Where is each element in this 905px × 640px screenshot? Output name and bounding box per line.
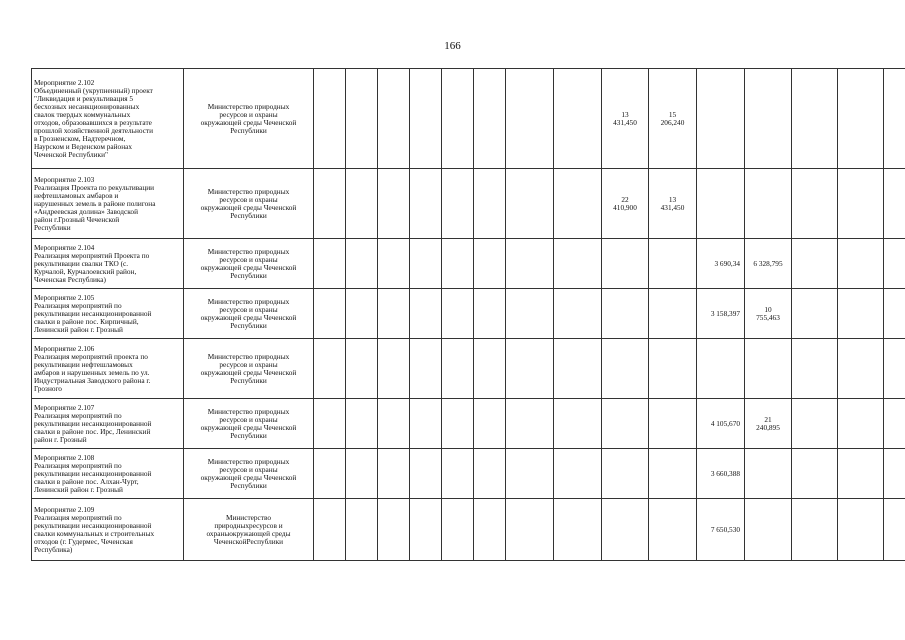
value-cell — [410, 399, 442, 449]
table-row — [32, 239, 905, 289]
value-cell — [314, 499, 346, 561]
value-cell — [792, 289, 838, 339]
value-cell — [884, 69, 905, 169]
value-cell — [649, 399, 697, 449]
measure-name-cell: Мероприятие 2.107 Реализация мероприятий по рекультивации несанкционированной свалки в районе пос. Ирс, Ленинский район г. Грозный — [32, 399, 184, 449]
value-cell — [838, 169, 884, 239]
value-cell — [410, 169, 442, 239]
value-cell — [838, 239, 884, 289]
executor-cell: Министерство природных ресурсов и охраны окружающей среды Чеченской Республики — [184, 339, 314, 399]
value-cell — [474, 399, 506, 449]
value-cell — [314, 69, 346, 169]
value-cell — [838, 289, 884, 339]
value-cell — [697, 169, 745, 239]
value-cell — [506, 169, 554, 239]
value-cell: 7 650,530 — [697, 499, 745, 561]
value-cell — [792, 499, 838, 561]
value-cell — [410, 289, 442, 339]
value-cell — [442, 449, 474, 499]
value-cell — [602, 499, 649, 561]
value-cell — [474, 499, 506, 561]
executor-cell: Министерство природных ресурсов и охраны окружающей среды Чеченской Республики — [184, 399, 314, 449]
value-cell — [314, 399, 346, 449]
value-cell — [884, 169, 905, 239]
value-cell — [506, 69, 554, 169]
executor-cell: Министерство природныхресурсов и охраныокружающей среды ЧеченскойРеспублики — [184, 499, 314, 561]
value-cell — [474, 289, 506, 339]
value-cell — [474, 339, 506, 399]
value-cell — [554, 499, 602, 561]
value-cell: 22 410,900 — [602, 169, 649, 239]
value-cell — [314, 339, 346, 399]
value-cell — [745, 499, 792, 561]
value-cell — [378, 499, 410, 561]
value-cell — [792, 339, 838, 399]
value-cell: 13 431,450 — [602, 69, 649, 169]
value-cell — [649, 339, 697, 399]
measure-name-cell: Мероприятие 2.105 Реализация мероприятий по рекультивации несанкционированной свалки в районе пос. Кирпичный, Ленинский район г. Грозный — [32, 289, 184, 339]
value-cell — [649, 499, 697, 561]
table-row — [32, 289, 905, 339]
value-cell — [346, 449, 378, 499]
value-cell — [442, 239, 474, 289]
executor-cell: Министерство природных ресурсов и охраны окружающей среды Чеченской Республики — [184, 169, 314, 239]
value-cell — [346, 169, 378, 239]
value-cell: 21 240,895 — [745, 399, 792, 449]
table-row — [32, 339, 905, 399]
value-cell — [346, 399, 378, 449]
value-cell: 13 431,450 — [649, 169, 697, 239]
value-cell — [314, 289, 346, 339]
value-cell — [649, 449, 697, 499]
value-cell — [884, 399, 905, 449]
value-cell — [314, 169, 346, 239]
value-cell — [410, 69, 442, 169]
value-cell — [697, 339, 745, 399]
value-cell — [314, 239, 346, 289]
value-cell — [838, 69, 884, 169]
page-number: 166 — [444, 40, 461, 52]
value-cell — [838, 339, 884, 399]
value-cell: 3 690,34 — [697, 239, 745, 289]
value-cell — [442, 69, 474, 169]
value-cell: 3 158,397 — [697, 289, 745, 339]
value-cell — [378, 339, 410, 399]
value-cell — [792, 449, 838, 499]
value-cell — [884, 339, 905, 399]
value-cell — [602, 449, 649, 499]
value-cell — [838, 399, 884, 449]
value-cell — [410, 449, 442, 499]
executor-cell: Министерство природных ресурсов и охраны окружающей среды Чеченской Республики — [184, 449, 314, 499]
executor-cell: Министерство природных ресурсов и охраны окружающей среды Чеченской Республики — [184, 289, 314, 339]
value-cell: 6 328,795 — [745, 239, 792, 289]
value-cell — [442, 399, 474, 449]
value-cell — [314, 449, 346, 499]
value-cell — [474, 449, 506, 499]
value-cell — [745, 169, 792, 239]
value-cell — [602, 289, 649, 339]
value-cell — [554, 399, 602, 449]
value-cell — [745, 339, 792, 399]
value-cell — [442, 499, 474, 561]
value-cell — [506, 499, 554, 561]
value-cell — [506, 449, 554, 499]
value-cell — [474, 239, 506, 289]
value-cell — [602, 399, 649, 449]
measure-name-cell: Мероприятие 2.106 Реализация мероприятий проекта по рекультивации нефтешламовых амбаров и нарушенных земель по ул. Индустриальная Заводского района г. Грозного — [32, 339, 184, 399]
table-row — [32, 69, 905, 169]
value-cell — [884, 289, 905, 339]
value-cell — [792, 399, 838, 449]
value-cell — [346, 289, 378, 339]
value-cell — [554, 169, 602, 239]
value-cell — [506, 289, 554, 339]
value-cell — [410, 339, 442, 399]
value-cell — [506, 399, 554, 449]
value-cell — [346, 499, 378, 561]
executor-cell: Министерство природных ресурсов и охраны окружающей среды Чеченской Республики — [184, 69, 314, 169]
value-cell — [792, 169, 838, 239]
value-cell — [378, 449, 410, 499]
value-cell — [554, 449, 602, 499]
value-cell: 3 660,388 — [697, 449, 745, 499]
value-cell — [378, 169, 410, 239]
value-cell — [506, 239, 554, 289]
value-cell — [554, 339, 602, 399]
value-cell — [410, 499, 442, 561]
measure-name-cell: Мероприятие 2.108 Реализация мероприятий по рекультивации несанкционированной свалки в районе пос. Алхан-Чурт, Ленинский район г. Грозный — [32, 449, 184, 499]
value-cell — [745, 449, 792, 499]
value-cell — [442, 289, 474, 339]
value-cell — [442, 169, 474, 239]
table-body — [32, 69, 905, 561]
measure-name-cell: Мероприятие 2.109 Реализация мероприятий по рекультивации несанкционированной свалки коммунальных и строительных отходов (г. Гудермес, Чеченская Республика) — [32, 499, 184, 561]
value-cell — [602, 339, 649, 399]
value-cell — [697, 69, 745, 169]
value-cell — [649, 239, 697, 289]
value-cell — [554, 289, 602, 339]
value-cell — [884, 449, 905, 499]
table-row — [32, 169, 905, 239]
value-cell — [378, 289, 410, 339]
value-cell — [474, 69, 506, 169]
measure-name-cell: Мероприятие 2.103 Реализация Проекта по рекультивации нефтешламовых амбаров и нарушенных земель в районе полигона «Андреевская долина» Заводской район г.Грозный Чеченской Республики — [32, 169, 184, 239]
value-cell — [474, 169, 506, 239]
value-cell: 4 105,670 — [697, 399, 745, 449]
value-cell — [346, 239, 378, 289]
value-cell — [346, 339, 378, 399]
value-cell — [649, 289, 697, 339]
value-cell — [554, 239, 602, 289]
value-cell: 15 206,240 — [649, 69, 697, 169]
value-cell: 10 755,463 — [745, 289, 792, 339]
value-cell — [838, 449, 884, 499]
executor-cell: Министерство природных ресурсов и охраны окружающей среды Чеченской Республики — [184, 239, 314, 289]
value-cell — [378, 69, 410, 169]
table-row — [32, 399, 905, 449]
measure-name-cell: Мероприятие 2.102 Объединенный (укрупненный) проект "Ликвидация и рекультивация 5 бесхозных несанкционированных свалок твердых коммунальных отходов, образовавшихся в результате прошлой хозяйственной деятельности в Грозненском, Надтеречном, Наурском и Веденском районах Чеченской Республики" — [32, 69, 184, 169]
table-row — [32, 499, 905, 561]
value-cell — [378, 399, 410, 449]
value-cell — [602, 239, 649, 289]
value-cell — [745, 69, 792, 169]
value-cell — [378, 239, 410, 289]
value-cell — [410, 239, 442, 289]
value-cell — [792, 69, 838, 169]
value-cell — [442, 339, 474, 399]
program-measures-table — [31, 68, 905, 561]
value-cell — [554, 69, 602, 169]
value-cell — [506, 339, 554, 399]
value-cell — [838, 499, 884, 561]
value-cell — [346, 69, 378, 169]
value-cell — [884, 499, 905, 561]
value-cell — [792, 239, 838, 289]
value-cell — [884, 239, 905, 289]
table-row — [32, 449, 905, 499]
measure-name-cell: Мероприятие 2.104 Реализация мероприятий Проекта по рекультивации свалки ТКО (с. Курчалой, Курчалоевский район, Чеченская Республика) — [32, 239, 184, 289]
